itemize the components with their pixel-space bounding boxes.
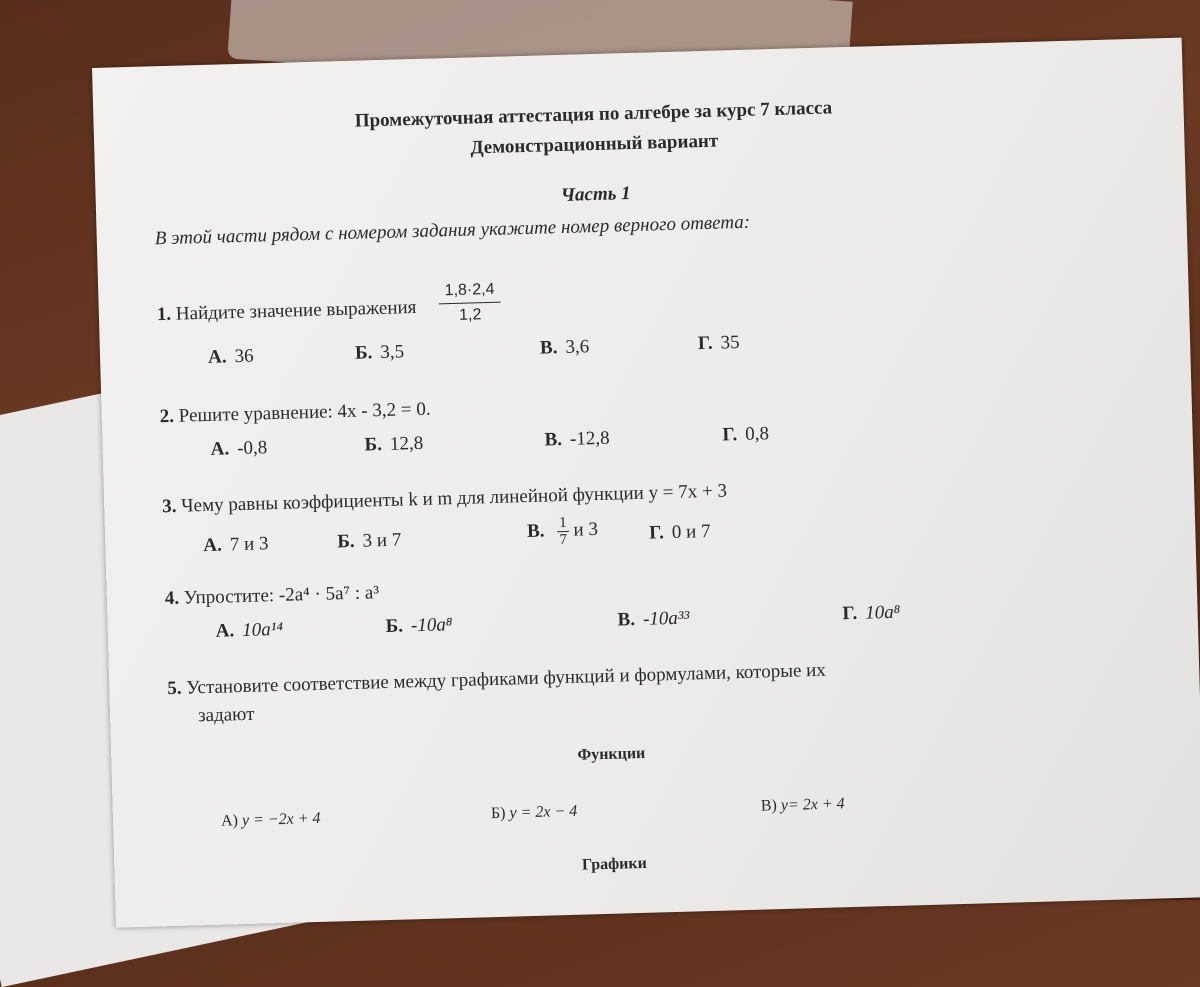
exam-sheet (92, 38, 1200, 928)
document-subtitle: Демонстрационный вариант (470, 130, 719, 159)
question-number: 3. (161, 495, 177, 518)
question-text: Найдите значение выражения (175, 296, 417, 325)
function-a: А) y = −2x + 4 (220, 809, 321, 830)
question-5 (167, 660, 826, 700)
function-b: Б) y = 2x − 4 (490, 802, 578, 823)
expression-fraction (438, 281, 501, 326)
option-b: Б. 12,8 (364, 432, 424, 456)
question-2 (159, 399, 430, 429)
functions-heading: Функции (577, 744, 646, 764)
option-a: А. 36 (207, 345, 254, 368)
option-a: А. 7 и 3 (203, 533, 269, 557)
option-d: Г. 10a⁸ (842, 601, 901, 625)
option-d: Г. 0,8 (722, 423, 770, 446)
document-title: Промежуточная аттестация по алгебре за курс 7 класса (354, 97, 833, 132)
question-5-continuation: задают (197, 703, 255, 727)
question-1 (156, 280, 501, 338)
option-c: В. -12,8 (544, 427, 610, 451)
option-b: Б. -10a⁸ (385, 614, 453, 638)
question-text: Упростите: -2a⁴ · 5a⁷ : a³ (183, 582, 380, 609)
option-fraction: $\frac{1}{7}$ (558, 514, 568, 549)
question-number: 5. (167, 677, 182, 700)
question-3 (162, 480, 727, 518)
option-c: В. $\frac{1}{7}$ и 3 (526, 514, 599, 549)
option-d: Г. 0 и 7 (648, 520, 711, 544)
question-text: Установите соответствие между графиками функций и формулами, которые их (186, 659, 827, 699)
graphs-heading: Графики (581, 854, 648, 874)
question-text: Решите уравнение: 4x - 3,2 = 0. (178, 398, 431, 427)
option-a: А. -0,8 (210, 437, 268, 460)
question-number: 2. (159, 405, 175, 428)
function-c: В) y= 2x + 4 (760, 795, 845, 815)
option-c: В. -10a³³ (617, 607, 690, 631)
question-text: Чему равны коэффициенты k и m для линейной функции y = 7x + 3 (180, 480, 728, 517)
fraction-numerator: 1,8·2,4 (438, 281, 500, 305)
instruction-text: В этой части рядом с номером задания укажите номер верного ответа: (154, 211, 751, 250)
option-a: А. 10a¹⁴ (215, 618, 284, 642)
fraction-denominator: 1,2 (458, 306, 482, 324)
question-number: 4. (164, 587, 180, 610)
question-number: 1. (156, 303, 172, 326)
question-4 (165, 582, 380, 610)
option-c: В. 3,6 (539, 336, 590, 359)
option-b: Б. 3,5 (354, 341, 405, 364)
option-d: Г. 35 (697, 332, 740, 355)
part-heading: Часть 1 (560, 183, 631, 206)
option-b: Б. 3 и 7 (337, 529, 402, 553)
